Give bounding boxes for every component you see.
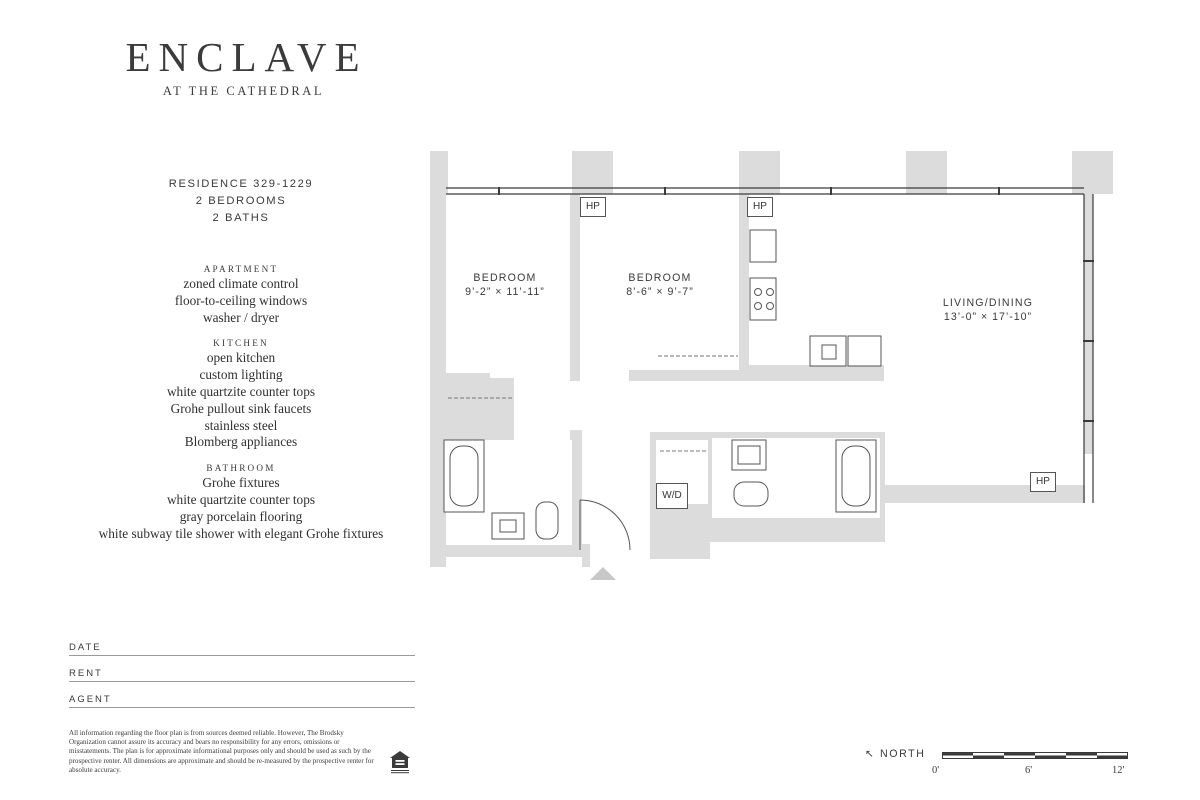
feature-item: Blomberg appliances (184, 434, 298, 450)
feature-list (80, 262, 402, 552)
section-heading: BATHROOM (206, 463, 276, 474)
residence-number: RESIDENCE 329-1229 (168, 178, 314, 190)
legal-disclaimer: All information regarding the floor plan is from sources deemed reliable. However, The Brodsky Organization cannot assure its accuracy and bears no responsibility for any errors, omissions or misstatements. The plan is for approximate informational purposes only and should be used as such by the prospective renter. All dimensions are approximate and should be re-measured by the prospective renter for absolute accuracy. (69, 729, 374, 774)
room-dimensions: 13’-0” × 17’-10” (943, 311, 1033, 323)
feature-item: white quartzite counter tops (166, 491, 316, 507)
room-dimensions: 8’-6” × 9’-7” (626, 286, 694, 298)
agent-label: AGENT (69, 694, 112, 705)
floor-plan (420, 140, 1120, 590)
room-label-bedroom-2 (595, 271, 725, 299)
feature-item: gray porcelain flooring (179, 508, 303, 524)
equal-housing-opportunity-icon (388, 749, 412, 775)
heat-pump-tag: HP (747, 197, 773, 217)
washer-dryer-tag: W/D (656, 483, 688, 509)
scale-bar (942, 752, 1128, 759)
room-dimensions: 9’-2” × 11’-11” (465, 286, 545, 298)
brand-name: ENCLAVE (125, 34, 368, 80)
feature-section-apartment (80, 262, 402, 326)
scale-label: 6' (1025, 765, 1033, 776)
scale-label: 0' (932, 765, 940, 776)
feature-item: zoned climate control (183, 276, 299, 291)
brand-subtitle: AT THE CATHEDRAL (162, 84, 325, 98)
rent-label: RENT (69, 668, 103, 679)
residence-baths: 2 BATHS (212, 212, 270, 224)
section-heading: APARTMENT (203, 264, 279, 274)
room-name: LIVING/DINING (942, 297, 1034, 309)
agent-field[interactable] (69, 694, 415, 708)
feature-item: custom lighting (199, 367, 283, 383)
rent-field[interactable] (69, 668, 415, 682)
heat-pump-tag: HP (580, 197, 606, 217)
feature-section-bathroom (80, 461, 402, 542)
feature-item: washer / dryer (202, 309, 280, 325)
feature-item: floor-to-ceiling windows (174, 292, 308, 308)
feature-item: Grohe pullout sink faucets (170, 400, 312, 416)
feature-item: stainless steel (204, 417, 278, 433)
date-field[interactable] (69, 642, 415, 656)
scale-label: 12' (1112, 765, 1125, 776)
feature-item: Grohe fixtures (202, 475, 280, 491)
feature-item: white subway tile shower with elegant Grohe fixtures (98, 525, 384, 541)
feature-section-kitchen (80, 336, 402, 451)
residence-bedrooms: 2 BEDROOMS (195, 195, 287, 207)
north-indicator (865, 748, 926, 760)
date-label: DATE (69, 642, 102, 653)
brand-logo (100, 34, 385, 99)
room-label-bedroom-1 (440, 271, 570, 299)
room-label-living-dining (913, 296, 1063, 324)
north-arrow-icon: ↖ (865, 748, 876, 760)
feature-item: white quartzite counter tops (166, 383, 316, 399)
room-name: BEDROOM (473, 272, 537, 284)
feature-item: open kitchen (206, 350, 276, 366)
north-label: NORTH (880, 748, 926, 760)
heat-pump-tag: HP (1030, 472, 1056, 492)
room-name: BEDROOM (628, 272, 692, 284)
residence-summary (80, 176, 402, 227)
section-heading: KITCHEN (213, 338, 269, 349)
